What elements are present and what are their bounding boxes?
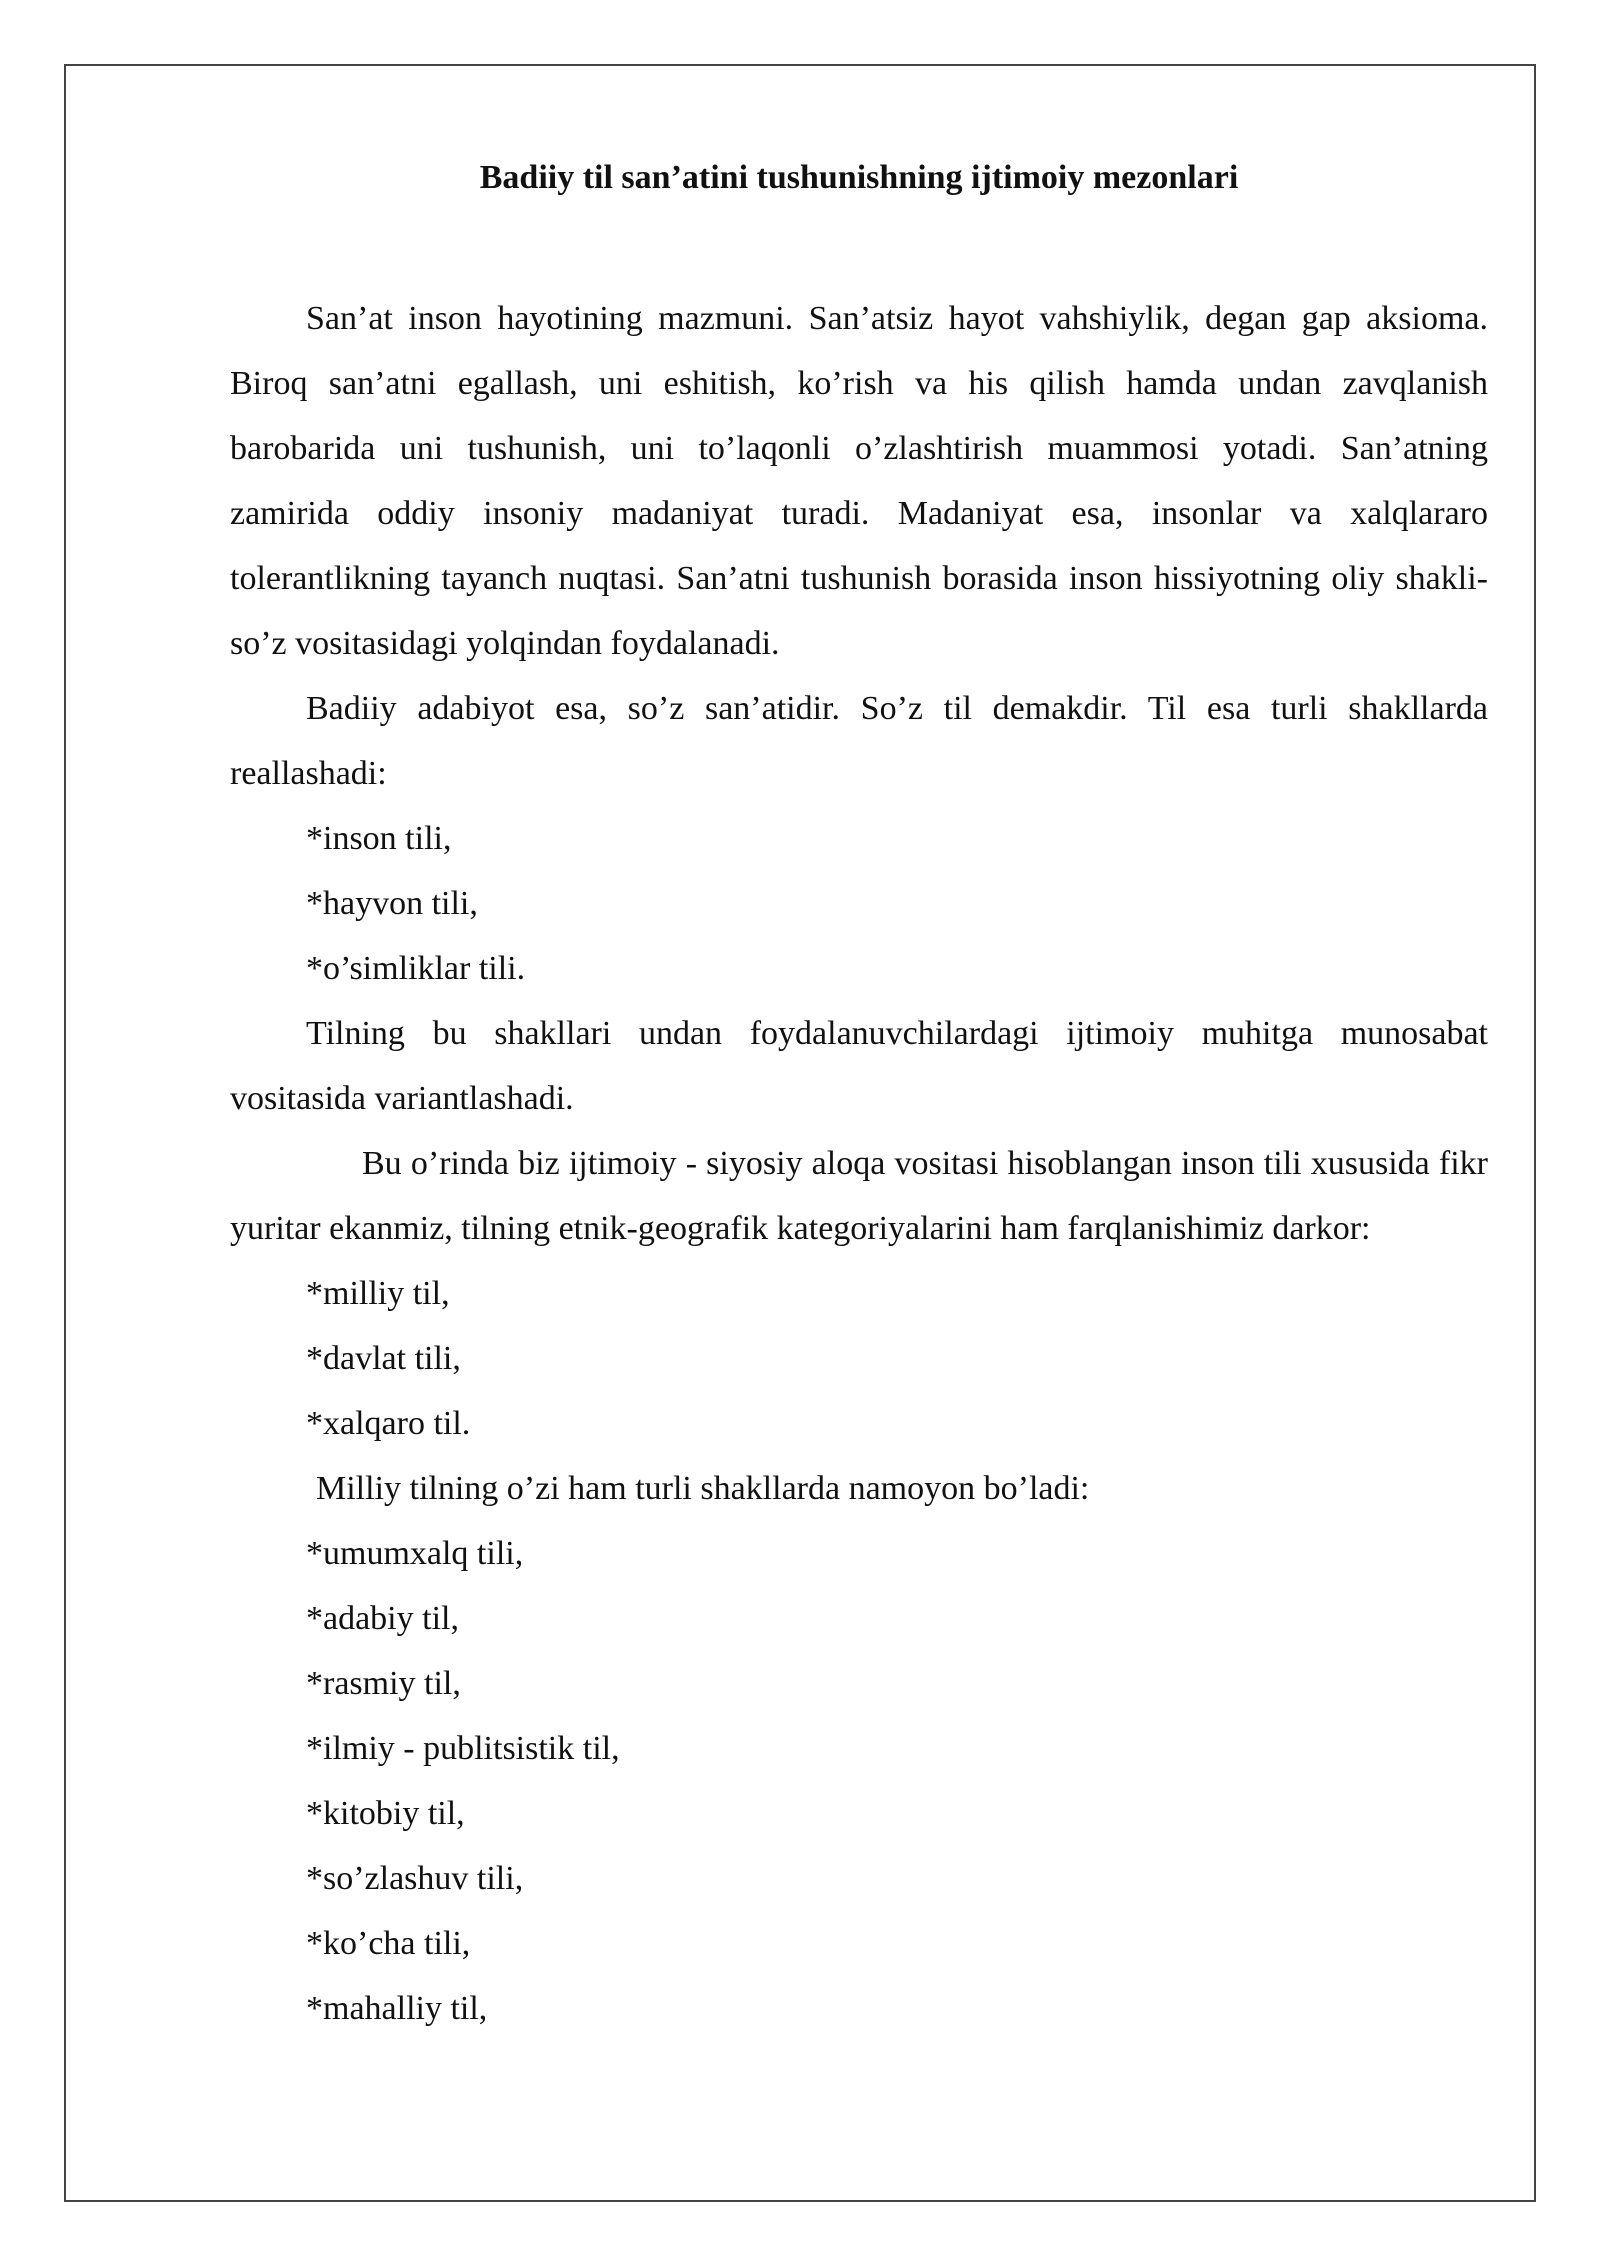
- document-body: [230, 148, 1488, 2041]
- list-item: *ko’cha tili,: [306, 1925, 471, 1962]
- list-item: *milliy til,: [306, 1275, 450, 1312]
- list-item: *so’zlashuv tili,: [306, 1860, 524, 1897]
- list-item: *adabiy til,: [306, 1600, 459, 1637]
- list-item: *rasmiy til,: [306, 1665, 461, 1702]
- list-item: *inson tili,: [306, 820, 452, 857]
- paragraph-1: San’at inson hayotining mazmuni. San’atsiz hayot vahshiylik, degan gap aksioma. Biroq san’atni egallash, uni eshitish, ko’rish va his qilish hamda undan zavqlanish barobarida uni tushunish, uni to’laqonli o’zlashtirish muammosi yotadi. San’atning zamirida oddiy insoniy madaniyat turadi. Madaniyat esa, insonlar va xalqlararo tolerantlikning tayanch nuqtasi. San’atni tushunish borasida inson hissiyotning oliy shakli-so’z vositasidagi yolqindan foydalanadi.: [230, 300, 1488, 662]
- document-title: Badiiy til san’atini tushunishning ijtimoiy mezonlari: [479, 159, 1239, 196]
- paragraph-3: Tilning bu shakllari undan foydalanuvchilardagi ijtimoiy muhitga munosabat vositasida variantlashadi.: [230, 1015, 1488, 1117]
- list-item: *umumxalq tili,: [306, 1535, 524, 1572]
- list-item: *xalqaro til.: [306, 1405, 471, 1442]
- paragraph-2: Badiiy adabiyot esa, so’z san’atidir. So’z til demakdir. Til esa turli shakllarda reallashadi:: [230, 690, 1488, 792]
- list-item: *davlat tili,: [306, 1340, 461, 1377]
- list-item: *o’simliklar tili.: [306, 950, 526, 987]
- paragraph-5: Milliy tilning o’zi ham turli shakllarda namoyon bo’ladi:: [316, 1470, 1090, 1507]
- national-language-forms-list: [230, 1521, 1488, 2041]
- list-item: *kitobiy til,: [306, 1795, 465, 1832]
- list-item: *hayvon tili,: [306, 885, 478, 922]
- list-item: *ilmiy - publitsistik til,: [306, 1730, 620, 1767]
- language-forms-list: [230, 806, 1488, 1001]
- paragraph-4: Bu o’rinda biz ijtimoiy - siyosiy aloqa vositasi hisoblangan inson tili xususida fikr yuritar ekanmiz, tilning etnik-geografik kategoriyalarini ham farqlanishimiz darkor:: [230, 1145, 1488, 1247]
- ethno-geographic-list: [230, 1261, 1488, 1456]
- list-item: *mahalliy til,: [306, 1990, 488, 2027]
